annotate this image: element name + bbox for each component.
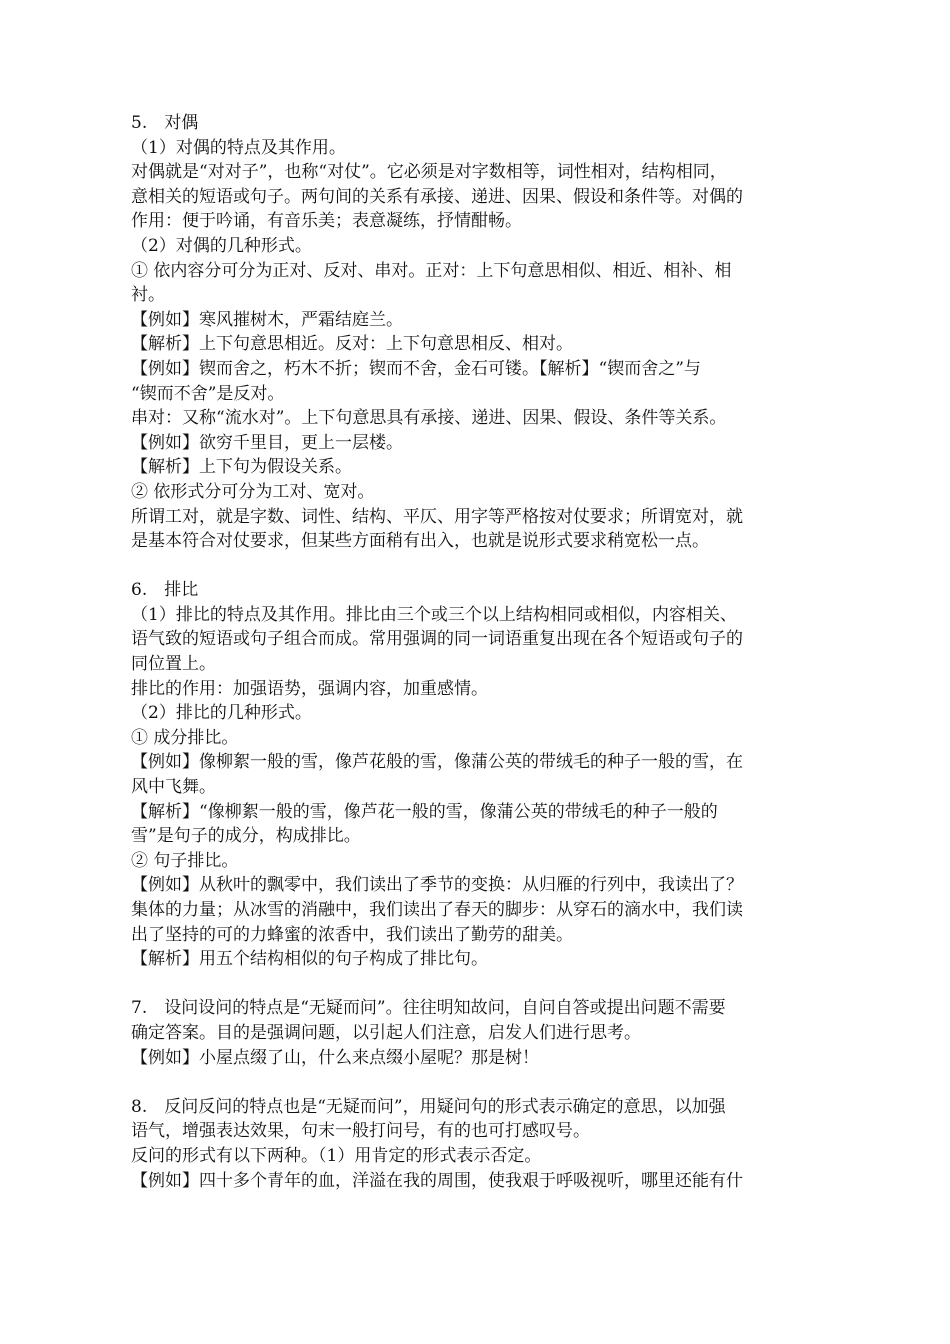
paragraph-line: 是基本符合对仗要求，但某些方面稍有出入，也就是说形式要求稍宽松一点。	[131, 531, 709, 552]
subheading: （1）排比的特点及其作用。排比由三个或三个以上结构相同或相似，内容相关、	[131, 604, 737, 625]
analysis-line: 【解析】上下句意思相近。反对：上下句意思相反、相对。	[131, 334, 573, 355]
section-heading: 7. 设问设问的特点是“无疑而问”。往往明知故问，自问自答或提出问题不需要	[131, 998, 726, 1019]
example-line: 【例如】从秋叶的飘零中，我们读出了季节的变换：从归雁的行列中，我读出了？	[131, 875, 743, 896]
paragraph-line: 对偶就是“对对子”，也称“对仗”。它必须是对字数相等，词性相对，结构相同，	[131, 162, 727, 183]
section-heading: 5. 对偶	[131, 113, 199, 133]
analysis-line: 【解析】用五个结构相似的句子构成了排比句。	[131, 949, 488, 970]
paragraph-line: 出了坚持的可的力蜂蜜的浓香中，我们读出了勤劳的甜美。	[131, 924, 573, 945]
subheading: （2）对偶的几种形式。	[131, 235, 312, 256]
paragraph-line: 语气，增强表达效果，句末一般打问号，有的也可打感叹号。	[131, 1121, 590, 1142]
paragraph-line: 反问的形式有以下两种。（1）用肯定的形式表示否定。	[131, 1145, 542, 1166]
subheading: （2）排比的几种形式。	[131, 703, 312, 724]
paragraph-line: ② 句子排比。	[131, 850, 239, 871]
paragraph-line: 确定答案。目的是强调问题，以引起人们注意，启发人们进行思考。	[131, 1022, 641, 1043]
section-paibi	[131, 578, 843, 972]
paragraph-line: 排比的作用：加强语势，强调内容，加重感情。	[131, 678, 488, 699]
example-line: 【例如】像柳絮一般的雪，像芦花般的雪，像蒲公英的带绒毛的种子一般的雪，在	[131, 752, 743, 773]
paragraph-line: 语气致的短语或句子组合而成。常用强调的同一词语重复出现在各个短语或句子的	[131, 629, 743, 650]
paragraph-line: 风中飞舞。	[131, 777, 216, 798]
example-line: 【例如】四十多个青年的血，洋溢在我的周围，使我艰于呼吸视听，哪里还能有什	[131, 1170, 743, 1191]
section-spacer	[131, 1070, 843, 1095]
section-shewen	[131, 996, 843, 1070]
section-spacer	[131, 972, 843, 997]
paragraph-line: ① 成分排比。	[131, 727, 239, 748]
example-line: 【例如】小屋点缀了山，什么来点缀小屋呢？那是树！	[131, 1047, 539, 1068]
document-body	[131, 111, 843, 1193]
paragraph-line: “锲而不舍”是反对。	[131, 383, 285, 404]
section-heading: 6. 排比	[131, 580, 199, 601]
paragraph-line: 串对：又称“流水对”。上下句意思具有承接、递进、因果、假设、条件等关系。	[131, 408, 727, 429]
analysis-line: 【解析】“像柳絮一般的雪，像芦花一般的雪，像蒲公英的带绒毛的种子一般的	[131, 801, 718, 822]
paragraph-line: 同位置上。	[131, 654, 216, 675]
example-line: 【例如】寒风摧树木，严霜结庭兰。	[131, 309, 403, 330]
section-heading: 8. 反问反问的特点也是“无疑而问”，用疑问句的形式表示确定的意思，以加强	[131, 1096, 726, 1117]
paragraph-line: 所谓工对，就是字数、词性、结构、平仄、用字等严格按对仗要求；所谓宽对，就	[131, 506, 743, 527]
section-spacer	[131, 554, 843, 579]
paragraph-line: 集体的力量；从冰雪的消融中，我们读出了春天的脚步：从穿石的滴水中，我们读	[131, 900, 743, 920]
paragraph-line: ② 依形式分可分为工对、宽对。	[131, 481, 375, 502]
paragraph-line: 意相关的短语或句子。两句间的关系有承接、递进、因果、假设和条件等。对偶的	[131, 186, 743, 207]
section-fanwen	[131, 1095, 843, 1193]
paragraph-line: 作用：便于吟诵，有音乐美；表意凝练，抒情酣畅。	[131, 211, 522, 232]
example-line: 【例如】欲穷千里目，更上一层楼。	[131, 432, 403, 453]
section-duiou	[131, 111, 843, 554]
subheading: （1）对偶的特点及其作用。	[131, 137, 346, 158]
paragraph-line: ① 依内容分可分为正对、反对、串对。正对：上下句意思相似、相近、相补、相	[131, 260, 732, 281]
analysis-line: 【解析】上下句为假设关系。	[131, 457, 352, 478]
paragraph-line: 雪”是句子的成分，构成排比。	[131, 826, 361, 847]
paragraph-line: 衬。	[131, 285, 165, 306]
example-line: 【例如】锲而舍之，朽木不折；锲而不舍，金石可镂。【解析】“锲而舍之”与	[131, 358, 701, 379]
